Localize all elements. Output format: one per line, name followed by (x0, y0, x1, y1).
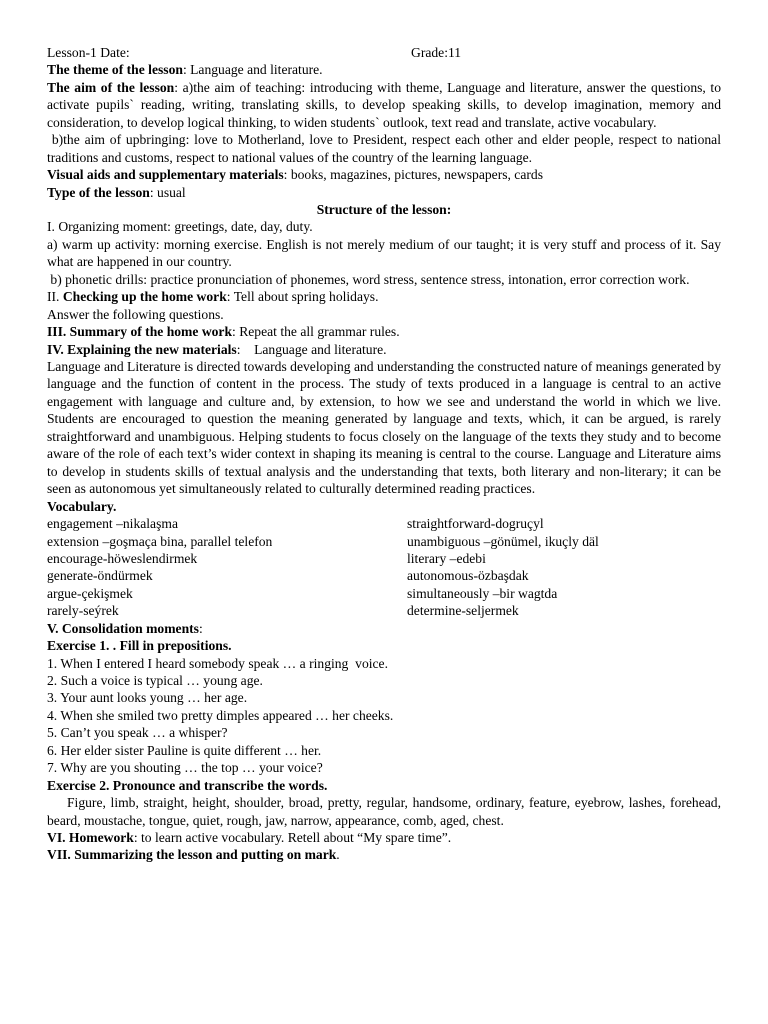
visual-aids-line (47, 166, 721, 183)
exercise-1-item: 4. When she smiled two pretty dimples appeared … her cheeks. (47, 707, 394, 723)
phonetic-drills: b) phonetic drills: practice pronunciation of phonemes, word stress, sentence stress, intonation, error correction work. (47, 271, 690, 287)
vocab-item: simultaneously –bir wagtda (407, 585, 558, 601)
vocab-item: argue-çekişmek (47, 585, 133, 601)
theme-text: : Language and literature. (182, 62, 323, 78)
checking-home-work (47, 288, 721, 305)
upbringing-paragraph: b)the aim of upbringing: love to Motherland, love to President, respect each other and elder people, respect to national traditions and customs, respect to national values of the country of the learning language. (47, 132, 725, 165)
grade: Grade:11 (411, 45, 462, 60)
vocabulary-title: Vocabulary. (47, 498, 117, 514)
vocabulary-list (47, 515, 721, 620)
vocab-item: literary –edebi (407, 550, 486, 566)
checking-text: : Tell about spring holidays. (226, 289, 379, 305)
vocab-item: straightforward-dogruçyl (407, 516, 544, 532)
exercise-1-title: Exercise 1. . Fill in prepositions. (47, 638, 232, 654)
exercise-2-title: Exercise 2. Pronounce and transcribe the words. (47, 777, 328, 793)
exercise-1-item: 6. Her elder sister Pauline is quite different … her. (47, 742, 322, 758)
exercise-1-item: 1. When I entered I heard somebody speak … a ringing voice. (47, 655, 388, 671)
aim-label: The aim of the lesson (47, 79, 175, 95)
exercise-1-item: 7. Why are you shouting … the top … your voice? (47, 760, 323, 776)
lesson-type-label: Type of the lesson (47, 184, 150, 200)
vocab-item: determine-seljermek (407, 603, 519, 619)
homework-label: VI. Homework (47, 829, 134, 845)
explaining-text: : Language and literature. (236, 341, 387, 357)
summarizing-label: VII. Summarizing the lesson and putting on mark (47, 847, 337, 863)
aim-paragraph (47, 79, 721, 131)
vocab-item: rarely-seýrek (47, 603, 119, 619)
exercise-1-item: 3. Your aunt looks young … her age. (47, 690, 248, 706)
visual-aids-label: Visual aids and supplementary materials (47, 167, 284, 183)
structure-title: Structure of the lesson: (316, 202, 452, 218)
summary-home-work (47, 323, 721, 340)
checking-prefix: II. (47, 289, 63, 305)
explaining-label: IV. Explaining the new materials (47, 341, 237, 357)
theme-line (47, 61, 721, 78)
exercise-2-words: Figure, limb, straight, height, shoulder, broad, pretty, regular, handsome, ordinary, feature, eyebrow, lashes, forehead, beard, moustache, tongue, quiet, rough, jaw, narrow, appearance, comb, aged, chest. (47, 795, 721, 828)
visual-aids-text: : books, magazines, pictures, newspapers, cards (283, 167, 543, 183)
main-paragraph: Language and Literature is directed towards developing and understanding the constructed nature of meanings generated by language and the function of content in the process. The study of texts produced in a language is central to an active engagement with language and culture and, by extension, to how we see and understand the world in which we live. Students are encouraged to question the meaning generated by language and texts, which, it can be argued, is rarely straightforward and unambiguous. Helping students to focus closely on the language of the texts they study and to become aware of the role of each text’s wider context in shaping its meaning is central to the course. Language and Literature aims to develop in students skills of textual analysis and the understanding that texts, both literary and non-literary; it can be seen as autonomous yet simultaneously related to culturally determined reading practices. (47, 359, 721, 497)
summary-hw-text: : Repeat the all grammar rules. (232, 324, 400, 340)
exercise-1-item: 5. Can’t you speak … a whisper? (47, 725, 228, 741)
vocab-item: generate-öndürmek (47, 568, 153, 584)
lesson-date: Lesson-1 Date: (47, 45, 130, 60)
warm-up-activity: a) warm up activity: morning exercise. English is not merely medium of our taught; it is very stuff and process of it. Say what are happened in our country. (47, 236, 721, 270)
homework-line (47, 829, 721, 846)
lesson-plan (47, 44, 725, 864)
consolidation-label: V. Consolidation moments (47, 620, 199, 636)
vocab-item: autonomous-özbaşdak (407, 568, 529, 584)
aim-text: : a)the aim of teaching: introducing with theme, Language and literature, answer the questions, to activate pupils` reading, writing, translating skills, to develop speaking skills, to develop imagination, memory and consideration, to develop logical thinking, to widen students` outlook, text read and translate, active vocabulary. (47, 79, 721, 130)
explaining-new-materials (47, 341, 721, 358)
lesson-type-text: : usual (149, 184, 186, 200)
theme-label: The theme of the lesson (47, 62, 183, 78)
homework-text: : to learn active vocabulary. Retell about “My spare time”. (133, 829, 452, 845)
organizing-moment: I. Organizing moment: greetings, date, day, duty. (47, 219, 313, 235)
summarizing-line (47, 846, 721, 863)
summarizing-text: . (336, 847, 340, 863)
summary-hw-label: III. Summary of the home work (47, 324, 233, 340)
answer-questions: Answer the following questions. (47, 306, 224, 322)
vocab-item: unambiguous –gönümel, ikuçly däl (407, 533, 599, 549)
consolidation-moments (47, 620, 721, 637)
vocab-item: extension –goşmaça bina, parallel telefon (47, 533, 273, 549)
lesson-type-line (47, 184, 721, 201)
vocab-item: engagement –nikalaşma (47, 516, 178, 532)
checking-label: Checking up the home work (62, 289, 227, 305)
exercise-1-item: 2. Such a voice is typical … young age. (47, 673, 263, 688)
vocab-item: encourage-höweslendirmek (47, 550, 198, 566)
consolidation-text: : (198, 620, 203, 636)
header-row (47, 44, 721, 61)
